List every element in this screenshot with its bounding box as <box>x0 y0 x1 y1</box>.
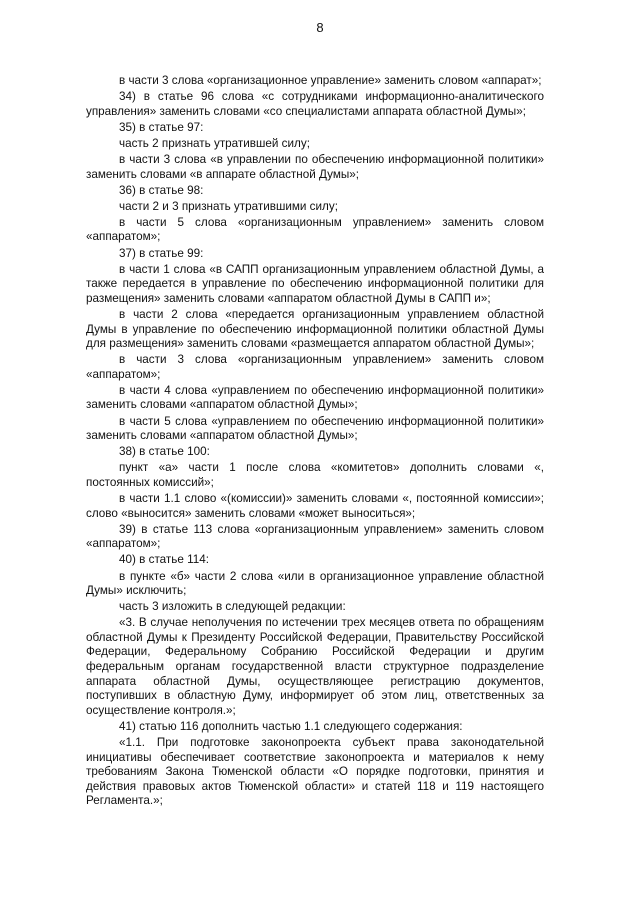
paragraph: в части 5 слова «организационным управлением» заменить словом «аппаратом»; <box>86 215 544 244</box>
paragraph: в части 1.1 слово «(комиссии)» заменить словами «, постоянной комиссии»; слово «выносится» заменить словами «может выноситься»; <box>86 492 544 520</box>
paragraph: 39) в статье 113 слова «организационным управлением» заменить словом «аппаратом»; <box>86 522 544 551</box>
paragraph: в части 3 слова «в управлении по обеспечению информационной политики» заменить словами «в аппарате областной Думы»; <box>86 152 544 181</box>
paragraph: 40) в статье 114: <box>119 553 209 567</box>
paragraph: часть 3 изложить в следующей редакции: <box>119 600 346 614</box>
paragraph: 34) в статье 96 слова «с сотрудниками информационно-аналитического управления» заменить словами «со специалистами аппарата областной Думы»; <box>86 90 544 118</box>
paragraph: в части 5 слова «управлением по обеспечению информационной политики» заменить словами «аппаратом областной Думы»; <box>86 414 544 443</box>
paragraph: 37) в статье 99: <box>119 246 204 260</box>
paragraph: 35) в статье 97: <box>119 120 204 134</box>
document-body <box>86 74 544 811</box>
paragraph: в части 3 слова «организационным управлением» заменить словом «аппаратом»; <box>86 353 544 381</box>
paragraph: пункт «а» части 1 после слова «комитетов» дополнить словами «, постоянных комиссий»; <box>86 461 544 489</box>
paragraph: 41) статью 116 дополнить частью 1.1 следующего содержания: <box>119 719 463 733</box>
paragraph: в части 3 слова «организационное управление» заменить словом «аппарат»; <box>119 74 542 87</box>
paragraph: 38) в статье 100: <box>119 445 210 459</box>
paragraph: часть 2 признать утратившей силу; <box>119 136 310 150</box>
paragraph: части 2 и 3 признать утратившими силу; <box>119 199 338 213</box>
paragraph: в части 1 слова «в САПП организационным управлением областной Думы, а также передается в управление по обеспечению информационной политики для размещения» заменить словами «аппаратом областной Думы в САПП и»; <box>86 262 544 305</box>
paragraph: «3. В случае неполучения по истечении трех месяцев ответа по обращениям областной Думы к Президенту Российской Федерации, Правительству Российской Федерации, Федеральному Собранию Российской Федерации и другим федеральным органам государственной власти структурное подразделение аппарата областной Думы, осуществляющее регистрацию документов, поступивших в областную Думу, информирует об этом лиц, ответственных за осуществление контроля.»; <box>86 616 544 717</box>
page-number: 8 <box>316 20 324 35</box>
paragraph: в части 2 слова «передается организационным управлением областной Думы в управление по обеспечению информационной политики областной Думы для размещения» заменить словами «размещается аппаратом областной Думы»; <box>86 307 544 351</box>
paragraph: в части 4 слова «управлением по обеспечению информационной политики» заменить словами «аппаратом областной Думы»; <box>86 383 544 412</box>
paragraph: в пункте «б» части 2 слова «или в организационное управление областной Думы» исключить; <box>86 569 544 598</box>
paragraph: «1.1. При подготовке законопроекта субъект права законодательной инициативы обеспечивает соответствие законопроекта и материалов к нему требованиям Закона Тюменской области «О порядке подготовки, принятия и действия правовых актов Тюменской области» и статей 118 и 119 настоящего Регламента.»; <box>86 736 544 808</box>
paragraph: 36) в статье 98: <box>119 183 204 197</box>
